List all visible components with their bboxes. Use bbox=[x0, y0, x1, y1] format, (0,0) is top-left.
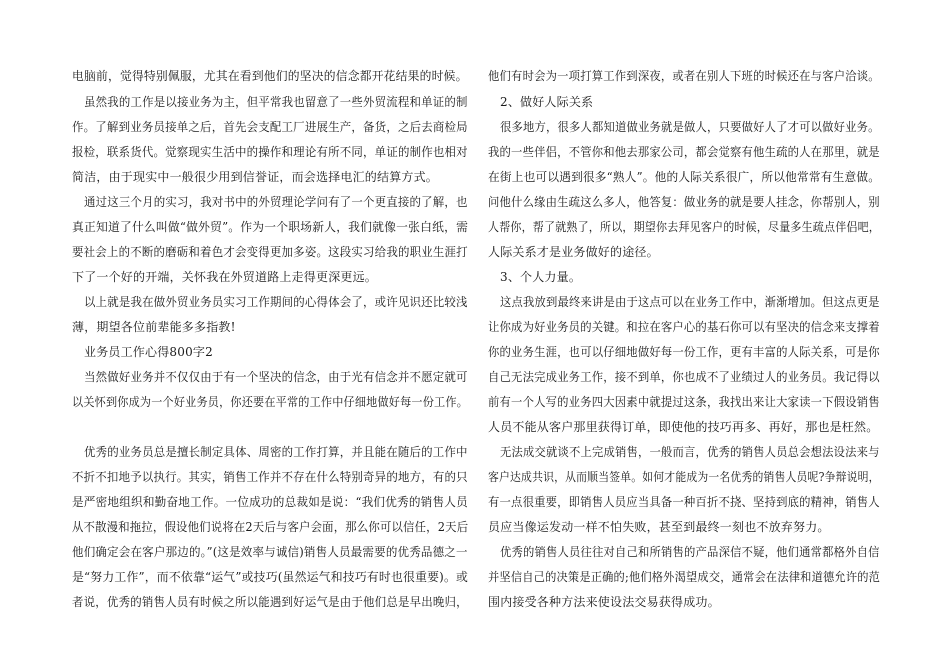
text-line: 人帮你，帮了就熟了，所以，期望你去拜见客户的时候，尽量多生疏点伴侣吧， bbox=[488, 220, 881, 234]
text-line: 问他什么缘由生疏这么多人，他答复：做业务的就是要人挂念，你帮别人，别 bbox=[488, 195, 880, 209]
text-line: 员应当像运发动一样不怕失败，甚至到最终一刻也不放弃努力。 bbox=[488, 520, 830, 534]
paragraph-start-line: 虽然我的工作是以接业务为主，但平常我也留意了一些外贸流程和单证的制 bbox=[84, 95, 468, 109]
text-line: 要社会上的不断的磨砺和着色才会变得更加多姿。这段实习给我的职业生涯打 bbox=[72, 245, 468, 259]
text-line: 有一点很重要，即销售人员应当具备一种百折不挠、坚持到底的精神，销售人 bbox=[488, 495, 880, 509]
section-heading: 业务员工作心得800字2 bbox=[84, 345, 213, 359]
text-line: 作。了解到业务员接单之后，首先会支配工厂进展生产，备货，之后去商检局 bbox=[72, 120, 468, 134]
text-line: 并坚信自己的决策是正确的;他们格外渴望成交，通常会在法律和道德允许的范 bbox=[488, 570, 881, 584]
text-line: 电脑前，觉得特别佩服，尤其在看到他们的坚决的信念都开花结果的时候。 bbox=[72, 69, 468, 83]
text-line: 是“努力工作”，而不依靠“运气”或技巧(虽然运气和技巧有时也很重要)。或 bbox=[72, 570, 469, 584]
text-line: 真正知道了什么叫做“做外贸”。作为一个职场新人，我们就像一张白纸，需 bbox=[72, 220, 469, 234]
paragraph-start-line: 无法成交就谈不上完成销售，一般而言，优秀的销售人员总会想法设法来与 bbox=[500, 445, 880, 459]
paragraph-start-line: 以上就是我在做外贸业务员实习工作期间的心得体会了，或许见识还比较浅 bbox=[84, 295, 468, 309]
text-line: 是严密地组织和勤奋地工作。一位成功的总裁如是说：“我们优秀的销售人员 bbox=[72, 495, 468, 509]
text-line: 不折不扣地予以执行。其实，销售工作并不存在什么特别奇异的地方，有的只 bbox=[72, 470, 468, 484]
text-line: 他们确定会在客户那边的。”(这是效率与诚信)销售人员最需要的优秀品德之一 bbox=[72, 545, 468, 559]
paragraph-start-line: 优秀的业务员总是擅长制定具体、周密的工作打算，并且能在随后的工作中 bbox=[84, 445, 468, 459]
paragraph-start-line: 优秀的销售人员往往对自己和所销售的产品深信不疑，他们通常都格外自信 bbox=[500, 545, 880, 559]
paragraph-start-line: 当然做好业务并不仅仅由于有一个坚决的信念，由于光有信念并不愿定就可 bbox=[84, 370, 468, 384]
text-line: 人际关系才是业务做好的途径。 bbox=[488, 245, 659, 259]
section-heading: 3、个人力量。 bbox=[500, 270, 582, 284]
text-line: 者说，优秀的销售人员有时候之所以能遇到好运气是由于他们总是早出晚归， bbox=[72, 595, 468, 609]
text-line: 围内接受各种方法来使设法交易获得成功。 bbox=[488, 595, 720, 609]
text-line: 他们有时会为一项打算工作到深夜，或者在别人下班的时候还在与客户洽谈。 bbox=[488, 69, 880, 83]
text-line: 前有一个人写的业务四大因素中就提过这条，我找出来让大家读一下假设销售 bbox=[488, 395, 880, 409]
text-line: 简洁，由于现实中一般很少用到信誉证，而会选择电汇的结算方式。 bbox=[72, 170, 439, 184]
text-line: 自己无法完成业务工作，接不到单，你也成不了业绩过人的业务员。我记得以 bbox=[488, 370, 880, 384]
text-line: 下了一个好的开端，关怀我在外贸道路上走得更深更远。 bbox=[72, 270, 378, 284]
text-line: 报检，联系货代。觉察现实生活中的操作和理论有所不同，单证的制作也相对 bbox=[72, 145, 468, 159]
text-line: 你的业务生涯，也可以仔细地做好每一份工作，更有丰富的人际关系，可是你 bbox=[488, 345, 880, 359]
text-line: 以关怀到你成为一个好业务员，你还要在平常的工作中仔细地做好每一份工作。 bbox=[72, 395, 469, 409]
paragraph-start-line: 很多地方，很多人都知道做业务就是做人，只要做好人了才可以做好业务。 bbox=[500, 120, 880, 134]
section-heading: 2、做好人际关系 bbox=[500, 95, 594, 109]
paragraph-start-line: 这点我放到最终来讲是由于这点可以在业务工作中，渐渐增加。但这点更是 bbox=[500, 295, 880, 309]
text-line: 我的一些伴侣，不管你和他去那家公司，都会觉察有他生疏的人在那里，就是 bbox=[488, 145, 880, 159]
text-line: 从不散漫和拖拉，假设他们说将在2天后与客户会面，那么你可以信任，2天后 bbox=[72, 520, 469, 534]
text-line: 薄，期望各位前辈能多多指教! bbox=[72, 320, 236, 334]
paragraph-start-line: 通过这三个月的实习，我对书中的外贸理论学问有了一个更直接的了解，也 bbox=[84, 195, 468, 209]
text-line: 让你成为好业务员的关键。和拉在客户心的基石你可以有坚决的信念来支撑着 bbox=[488, 320, 880, 334]
text-line: 在街上也可以遇到很多“熟人”。他的人际关系很广，所以他常常有生意做。 bbox=[488, 170, 881, 184]
text-line: 人员不能从客户那里获得订单，即使他的技巧再多、再好，那也是枉然。 bbox=[488, 420, 879, 434]
text-line: 客户达成共识，从而顺当签单。如何才能成为一名优秀的销售人员呢?争辩说明， bbox=[488, 470, 880, 484]
